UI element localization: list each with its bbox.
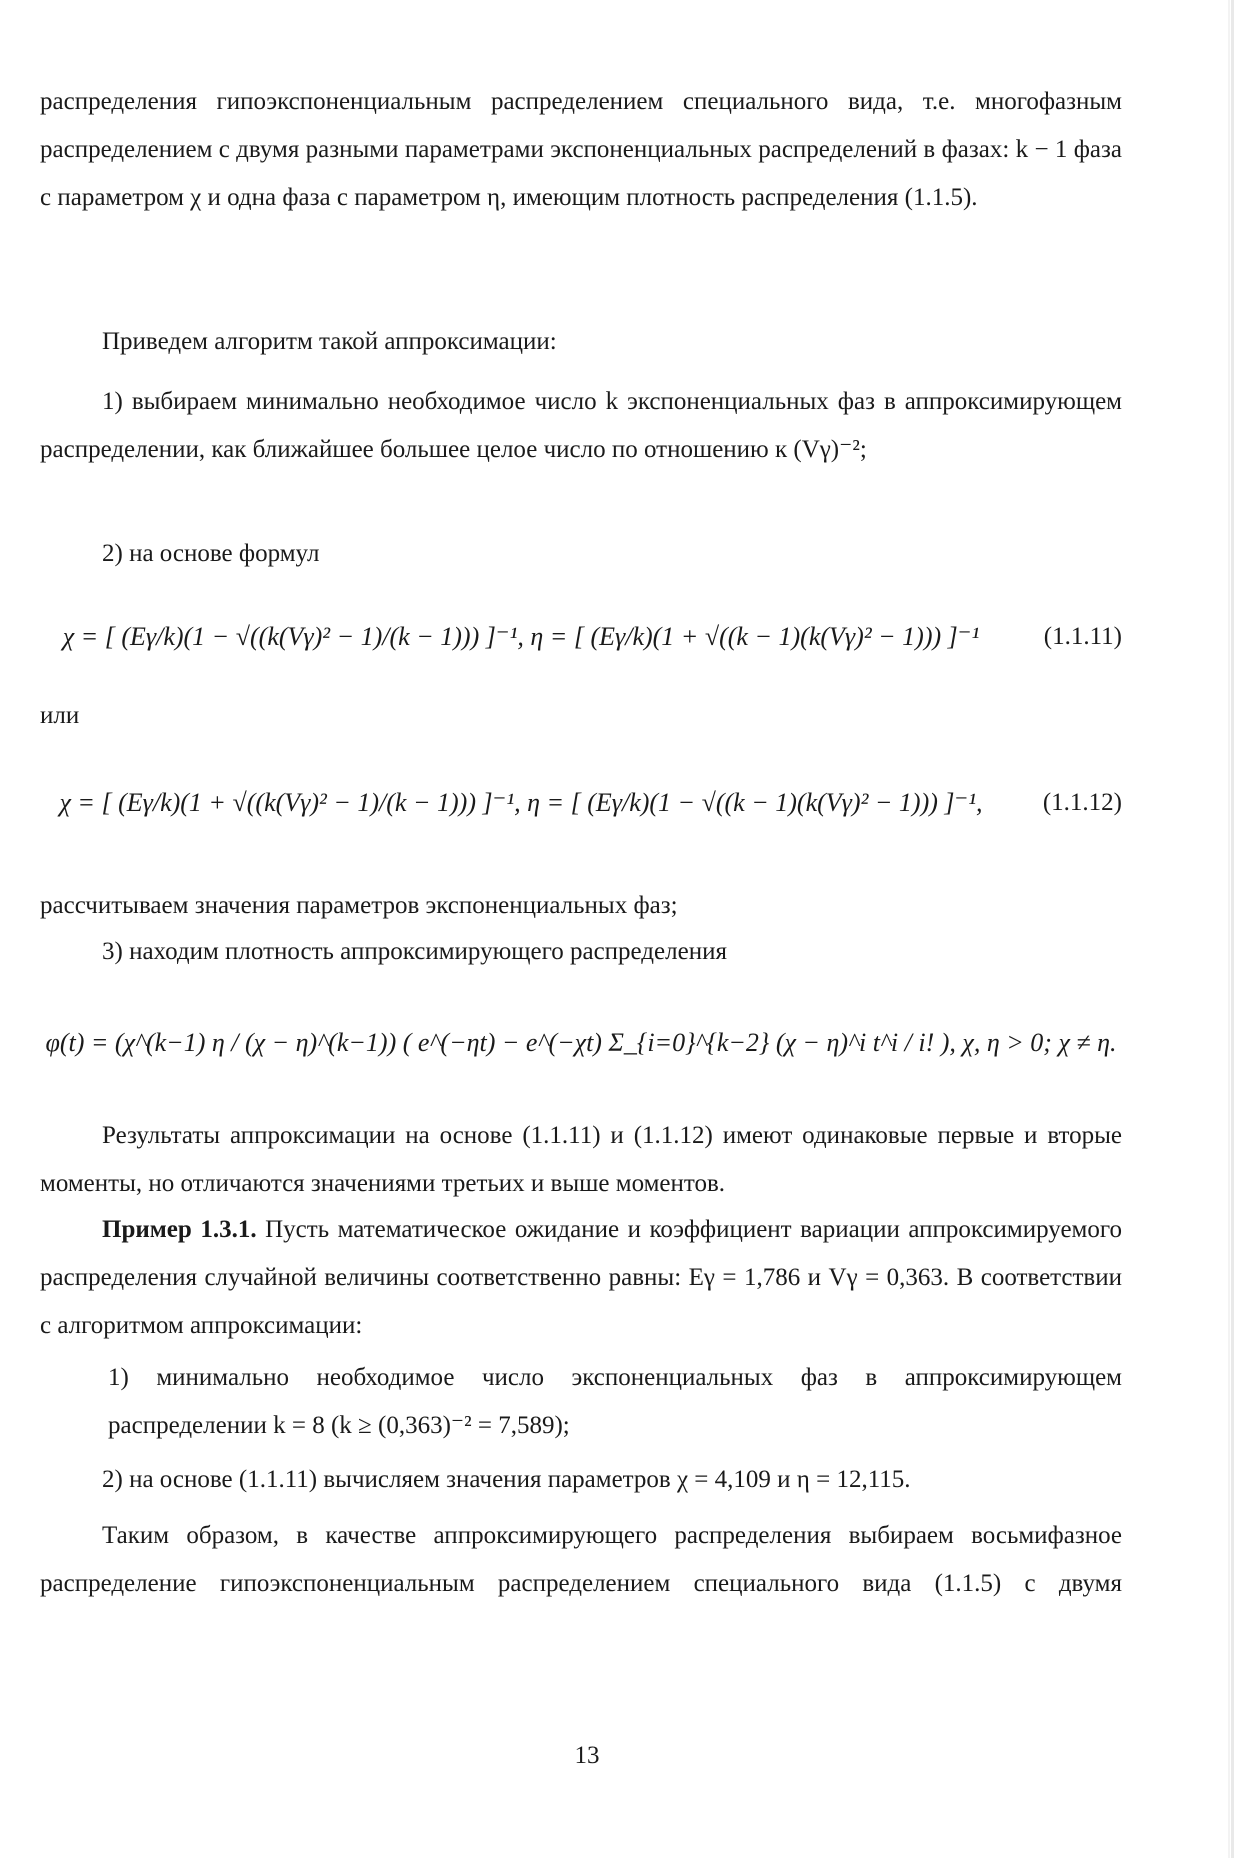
paragraph-text: Приведем алгоритм такой аппроксимации:: [102, 328, 557, 355]
paragraph-results: [40, 1112, 1122, 1208]
paragraph-or: [40, 692, 1122, 740]
paragraph-text: рассчитываем значения параметров экспоненциальных фаз;: [40, 892, 678, 919]
formula-expression: χ = [ (Eγ/k)(1 − √((k(Vγ)² − 1)/(k − 1))) ]⁻¹, η = [ (Eγ/k)(1 + √((k − 1)(k(Vγ)² − 1))) ]⁻¹: [62, 622, 980, 651]
paragraph-example: [40, 1206, 1122, 1350]
paragraph-step-1: [40, 378, 1122, 474]
formula-expression: χ = [ (Eγ/k)(1 + √((k(Vγ)² − 1)/(k − 1))) ]⁻¹, η = [ (Eγ/k)(1 − √((k − 1)(k(Vγ)² − 1))) ]⁻¹,: [59, 788, 983, 817]
paragraph-text: 1) минимально необходимое число экспоненциальных фаз в аппроксимирующем распределении k = 8 (k ≥ (0,363)⁻² = 7,589);: [108, 1364, 1122, 1439]
formula-number: (1.1.12): [1042, 789, 1122, 816]
formula-expression: φ(t) = (χ^(k−1) η / (χ − η)^(k−1)) ( e^(−ηt) − e^(−χt) Σ_{i=0}^{k−2} (χ − η)^i t^i / i! ), χ, η > 0; χ ≠ η.: [45, 1028, 1117, 1057]
paragraph-conclusion: [40, 1512, 1122, 1608]
paragraph-text: 2) на основе (1.1.11) вычисляем значения параметров χ = 4,109 и η = 12,115.: [102, 1466, 911, 1493]
paragraph-text: 2) на основе формул: [102, 540, 320, 567]
paragraph-example-step-1: [40, 1354, 1122, 1450]
paragraph-text: 1) выбираем минимально необходимое число k экспоненциальных фаз в аппроксимирующем распределении, как ближайшее большее целое число по отношению к (Vγ)⁻²;: [40, 388, 1122, 463]
paragraph-step-3: [40, 928, 1122, 976]
paragraph-step-2: [40, 530, 1122, 578]
paragraph-text: распределения гипоэкспоненциальным распределением специального вида, т.е. многофазным распределением с двумя разными параметрами экспоненциальных распределений в фазах: k − 1 фаза с параметром χ и одна фаза с параметром η, имеющим плотность распределения (1.1.5).: [40, 88, 1122, 211]
paragraph-example-step-2: [40, 1456, 1122, 1504]
formula-number: (1.1.11): [1043, 623, 1122, 650]
paragraph-intro: [40, 78, 1122, 222]
paragraph-text: Результаты аппроксимации на основе (1.1.11) и (1.1.12) имеют одинаковые первые и вторые моменты, но отличаются значениями третьих и выше моментов.: [40, 1122, 1122, 1197]
paragraph-text: Таким образом, в качестве аппроксимирующего распределения выбираем восьмифазное распределение гипоэкспоненциальным распределением специального вида (1.1.5) с двумя: [40, 1522, 1122, 1597]
example-label: Пример 1.3.1.: [102, 1216, 257, 1243]
formula-density: [40, 988, 1122, 1098]
paragraph-text: [40, 1206, 1122, 1350]
paragraph-calc-params: [40, 882, 1122, 930]
example-text: Пусть математическое ожидание и коэффициент вариации аппроксимируемого распределения случайной величины соответственно равны: Eγ = 1,786 и Vγ = 0,363. В соответствии с алгоритмом аппроксимации:: [40, 1216, 1122, 1339]
paragraph-text: 3) находим плотность аппроксимирующего распределения: [102, 938, 727, 965]
page-number: 13: [574, 1742, 600, 1769]
scan-edge-shadow: [1228, 0, 1230, 1858]
paragraph-algorithm-heading: [40, 318, 1122, 366]
formula-1-1-11: [40, 582, 1122, 692]
formula-1-1-12: [40, 748, 1122, 858]
paragraph-text: или: [40, 702, 80, 729]
